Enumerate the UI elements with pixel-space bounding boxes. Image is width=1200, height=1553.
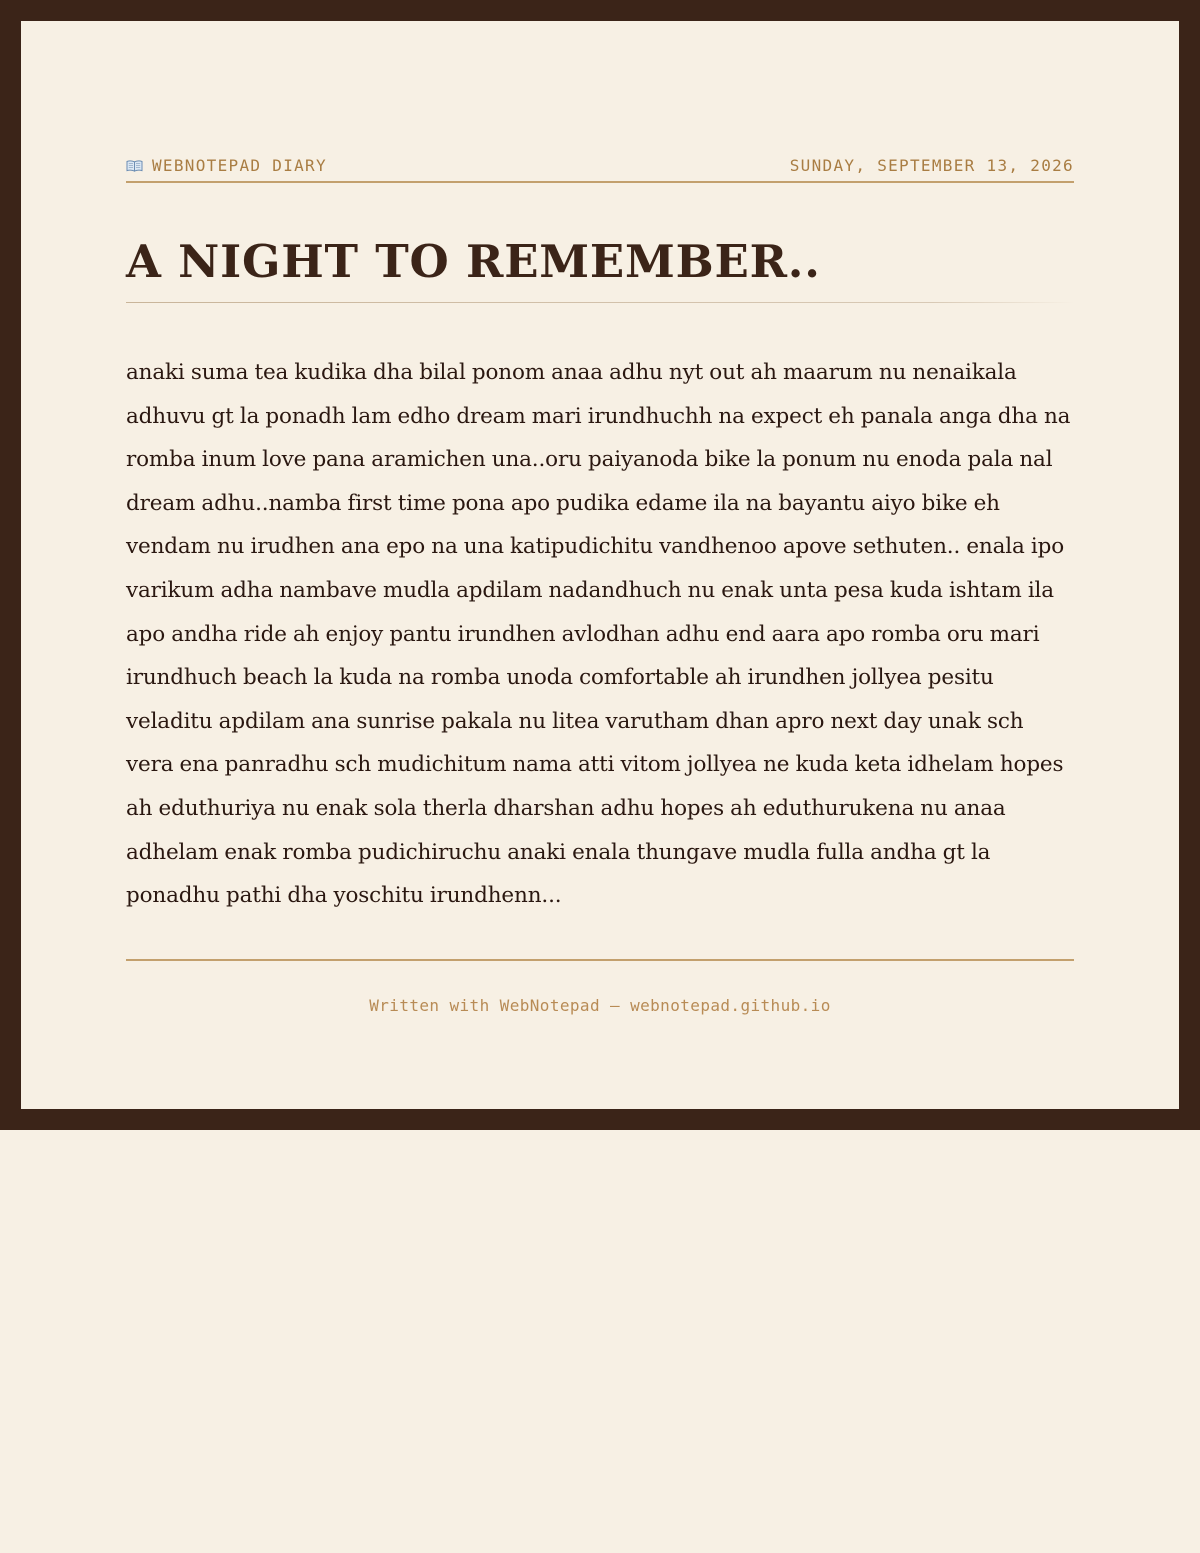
footer-credit: Written with WebNotepad — webnotepad.github.io bbox=[369, 996, 831, 1015]
entry-body: anaki suma tea kudika dha bilal ponom anaa adhu nyt out ah maarum nu nenaikala adhuvu gt la ponadh lam edho dream mari irundhuchh na expect eh panala anga dha na romba inum love pana aramichen una..oru paiyanoda bike la ponum nu enoda pala nal dream adhu..namba first time pona apo pudika edame ila na bayantu aiyo bike eh vendam nu irudhen ana epo na una katipudichitu vandhenoo apove sethuten.. enala ipo varikum adha nambave mudla apdilam nadandhuch nu enak unta pesa kuda ishtam ila apo andha ride ah enjoy pantu irundhen avlodhan adhu end aara apo romba oru mari irundhuch beach la kuda na romba unoda comfortable ah irundhen jollyea pesitu veladitu apdilam ana sunrise pakala nu litea varutham dhan apro next day unak sch vera ena panradhu sch mudichitum nama atti vitom jollyea ne kuda keta idhelam hopes ah eduthuriya nu enak sola therla dharshan adhu hopes ah eduthurukena nu anaa adhelam enak romba pudichiruchu anaki enala thungave mudla fulla andha gt la ponadhu pathi dha yoschitu irundhenn... bbox=[126, 360, 1071, 909]
footer-divider bbox=[126, 959, 1074, 961]
diary-page bbox=[21, 21, 1179, 1109]
brand bbox=[126, 155, 327, 177]
brand-label: WEBNOTEPAD DIARY bbox=[152, 156, 327, 175]
diary-header bbox=[126, 155, 1074, 183]
entry-date: SUNDAY, SEPTEMBER 13, 2026 bbox=[789, 156, 1074, 175]
title-divider bbox=[126, 302, 1074, 303]
entry-title: A NIGHT TO REMEMBER.. bbox=[126, 235, 821, 288]
open-book-icon bbox=[126, 160, 143, 172]
